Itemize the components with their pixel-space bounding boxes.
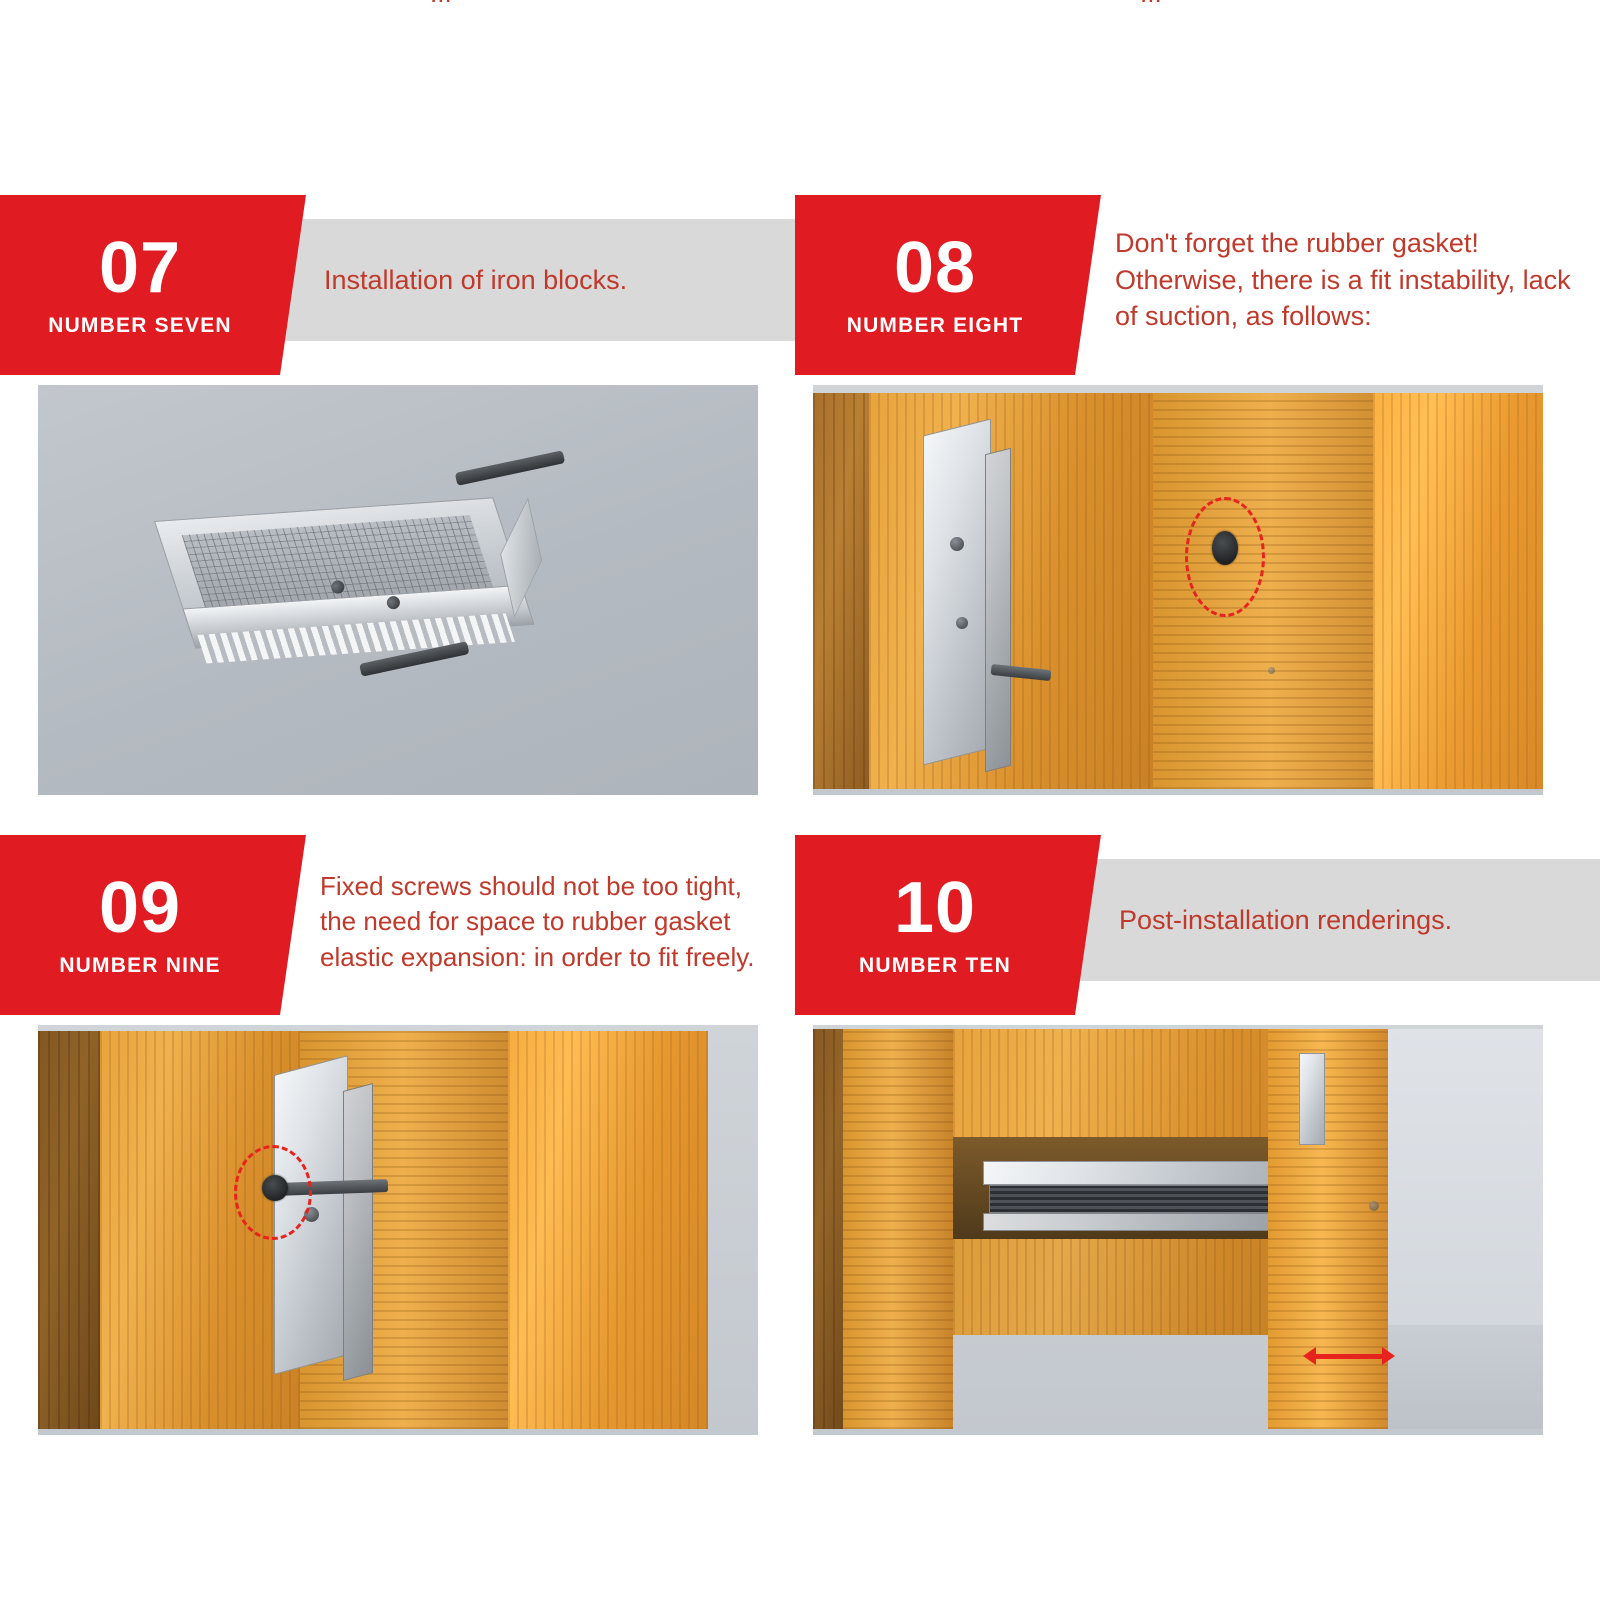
gasket-hole-highlight-ellipse: [1185, 497, 1265, 617]
arrow-left-tip-icon: [1303, 1347, 1316, 1365]
step-number-word-07: NUMBER SEVEN: [48, 314, 232, 337]
floor-area: [1388, 1325, 1543, 1429]
step-header-09: [0, 835, 795, 1015]
plate-hole-lower: [956, 617, 968, 629]
step-number-10: 10: [893, 868, 977, 948]
wall-panel-left: [38, 1031, 100, 1429]
step-caption-band-wrap-08: [1075, 195, 1600, 375]
step-number-badge-10: [795, 835, 1075, 1015]
step-number-badge-07: [0, 195, 280, 375]
iron-block-illustration: [167, 440, 600, 751]
plate-screw-upper: [950, 537, 964, 551]
step-number-08: 08: [893, 228, 977, 308]
step-caption-10: Post-installation renderings.: [1075, 859, 1600, 981]
step-card-10: [795, 835, 1600, 1475]
step-header-07: [0, 195, 795, 375]
top-cut-text-right: [1140, 0, 1162, 9]
step-card-07: [0, 195, 795, 835]
step-caption-07: Installation of iron blocks.: [280, 219, 795, 341]
door-leaf: [869, 393, 1169, 789]
iron-block-photo: [38, 385, 758, 795]
step-number-07: 07: [98, 228, 182, 308]
step-caption-08: Don't forget the rubber gasket! Otherwise, there is a fit instability, lack of suction, as follows:: [1115, 227, 1571, 332]
top-cut-text-left: [430, 0, 452, 9]
armature-plate-installed: [1299, 1053, 1325, 1145]
door-frame-side: [508, 1031, 708, 1429]
step-card-08: [795, 195, 1600, 835]
step-number-word-10: NUMBER TEN: [859, 954, 1011, 977]
gap-dimension-arrow: [1303, 1349, 1395, 1363]
maglock-housing-top: [983, 1161, 1313, 1185]
door-frame-side: [1373, 393, 1543, 789]
step-number-word-09: NUMBER NINE: [59, 954, 221, 977]
frame-screw-mark: [1268, 667, 1275, 674]
wall-panel: [813, 393, 869, 789]
step-caption-band-wrap-09: [280, 835, 795, 1015]
maglock-coil-face: [989, 1185, 1309, 1213]
rubber-gasket-hole-photo: [813, 385, 1543, 795]
wall-edge: [813, 1029, 843, 1429]
step-number-badge-08: [795, 195, 1075, 375]
armature-plate-edge: [343, 1083, 373, 1381]
step-header-10: [795, 835, 1600, 1015]
iron-block-screw-top: [455, 450, 565, 486]
step-number-word-08: NUMBER EIGHT: [846, 314, 1024, 337]
step-caption-band-wrap-07: [280, 195, 795, 375]
step-caption-09: Fixed screws should not be too tight, the need for space to rubber gasket elastic expansion: in order to fit freely.: [320, 870, 755, 972]
armature-plate: [923, 419, 991, 766]
armature-plate-edge: [985, 448, 1011, 772]
maglock-housing-bottom: [983, 1213, 1313, 1231]
screw-tightness-photo: [38, 1025, 758, 1435]
step-number-badge-09: [0, 835, 280, 1015]
steps-grid: [0, 195, 1600, 1475]
door-jamb-left: [843, 1029, 953, 1429]
gasket-highlight-ellipse: [234, 1145, 312, 1240]
step-header-08: [795, 195, 1600, 375]
step-number-09: 09: [98, 868, 182, 948]
step-caption-band-wrap-10: [1075, 835, 1600, 1015]
top-cut-text-strip: [0, 0, 1600, 24]
screw-mark: [1369, 1201, 1379, 1211]
arrow-bar: [1316, 1354, 1382, 1359]
door-slab-right: [1268, 1029, 1388, 1429]
arrow-right-tip-icon: [1382, 1347, 1395, 1365]
step-card-09: [0, 835, 795, 1475]
post-installation-render-photo: [813, 1025, 1543, 1435]
